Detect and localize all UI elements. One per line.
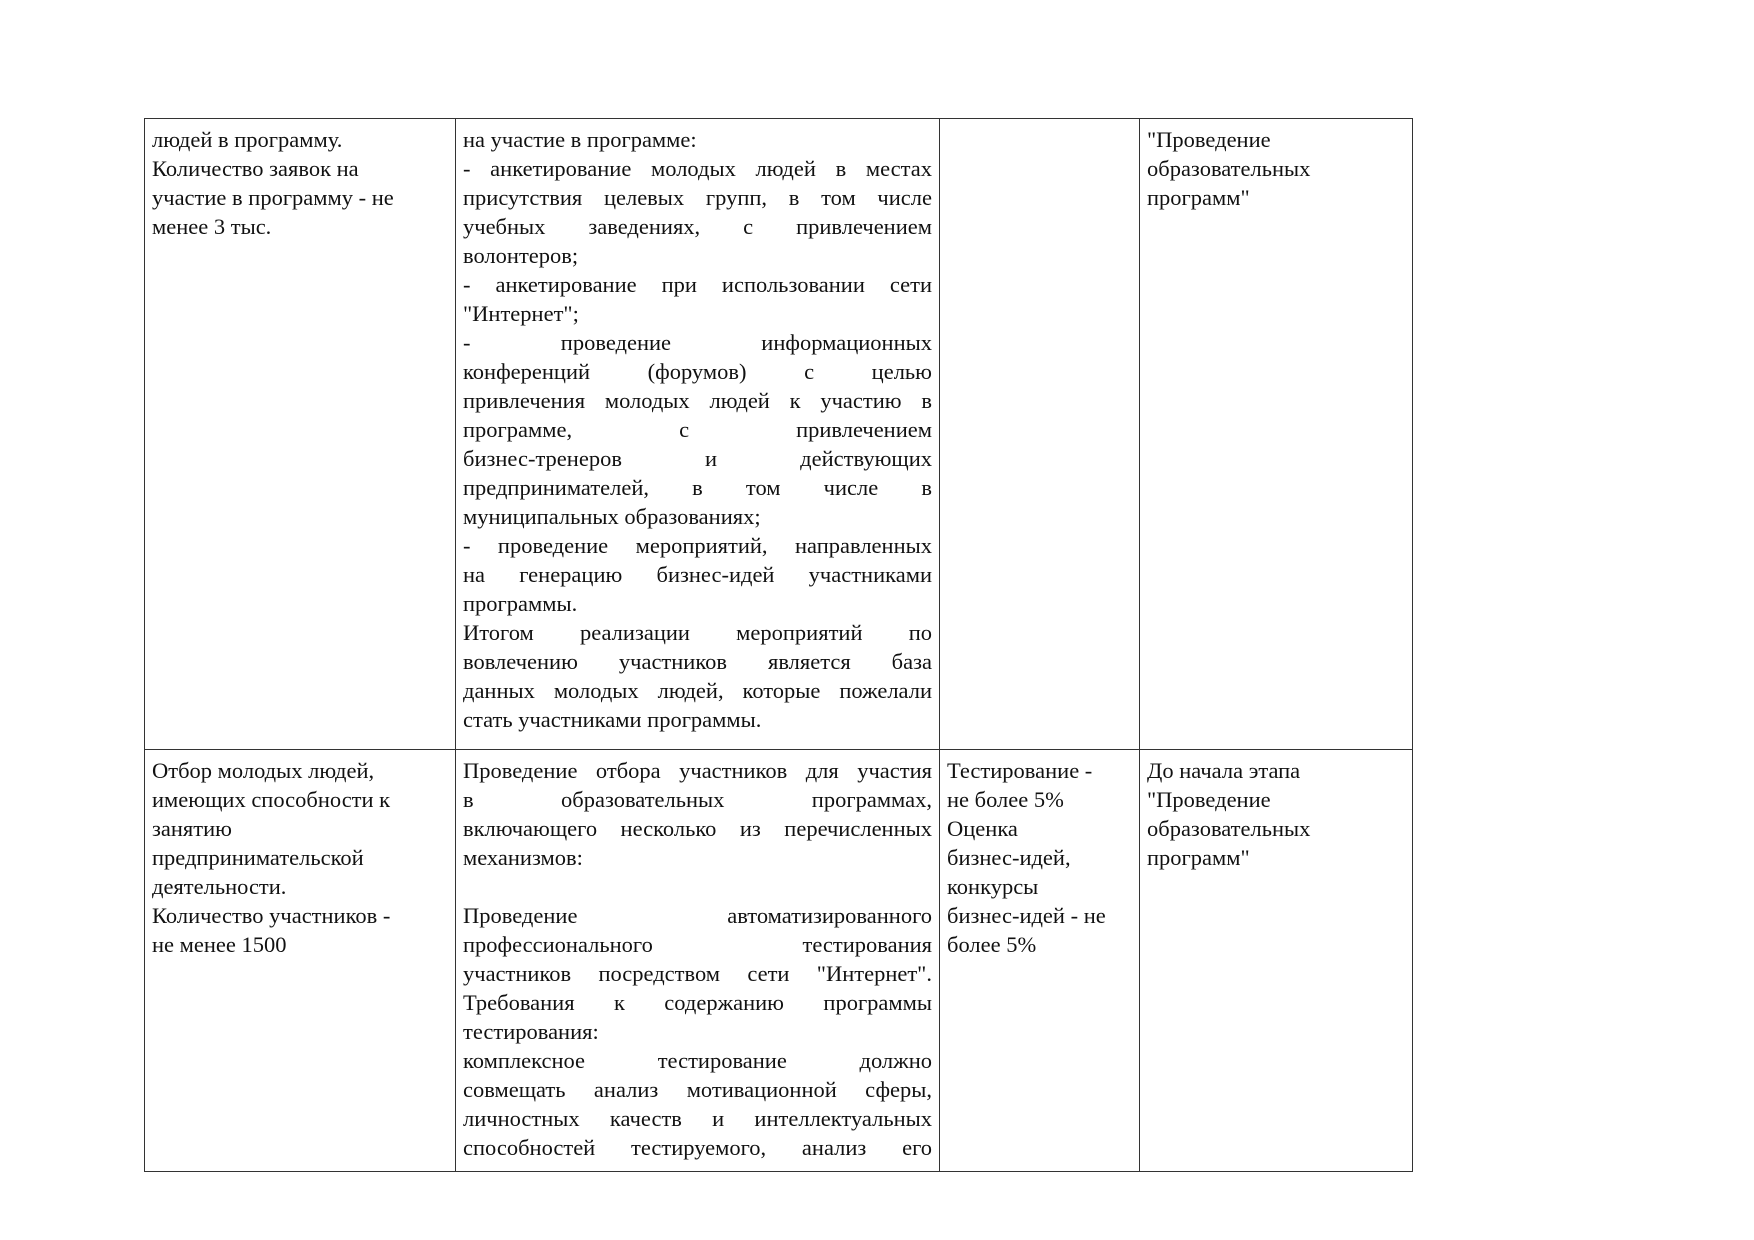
text-line: на участие в программе: (463, 127, 697, 152)
paragraph (463, 756, 932, 872)
text-line: волонтеров; (463, 243, 579, 268)
text-line: на генерацию бизнес-идей участниками (463, 562, 932, 587)
text-line: участников посредством сети "Интернет". (463, 961, 932, 986)
text-line: Количество участников - (152, 903, 391, 928)
paragraph (463, 531, 932, 618)
text-line: личностных качеств и интеллектуальных (463, 1106, 932, 1131)
paragraph (463, 154, 932, 270)
text-line: программ" (1147, 185, 1250, 210)
text-line: механизмов: (463, 845, 583, 870)
text-line: не более 5% (947, 787, 1064, 812)
text-line: Проведение автоматизированного (463, 903, 932, 928)
text-line: "Интернет"; (463, 301, 579, 326)
cell-description (456, 750, 940, 1172)
text-line: "Проведение (1147, 787, 1271, 812)
cell-description (456, 119, 940, 750)
text-line: Отбор молодых людей, (152, 758, 375, 783)
text-line: бизнес-идей - не (947, 903, 1106, 928)
paragraph (463, 270, 932, 328)
text-line: привлечения молодых людей к участию в (463, 388, 932, 413)
text-line: бизнес-идей, (947, 845, 1071, 870)
text-line: не менее 1500 (152, 932, 287, 957)
text-line: людей в программу. (152, 127, 343, 152)
text-line: программ" (1147, 845, 1250, 870)
cell-result (145, 750, 456, 1172)
text-line: способностей тестируемого, анализ его (463, 1135, 932, 1160)
text-line: в образовательных программах, (463, 787, 932, 812)
text-line: - анкетирование при использовании сети (463, 272, 932, 297)
text-line: программы. (463, 591, 578, 616)
text-line: - проведение информационных (463, 330, 932, 355)
text-line: предпринимателей, в том числе в (463, 475, 932, 500)
cell-result (145, 119, 456, 750)
text-line: менее 3 тыс. (152, 214, 272, 239)
text-line: бизнес-тренеров и действующих (463, 446, 932, 471)
text-line: предпринимательской (152, 845, 364, 870)
text-line: муниципальных образованиях; (463, 504, 761, 529)
paragraph (463, 328, 932, 531)
paragraph (463, 125, 932, 154)
paragraph (463, 618, 932, 734)
paragraph (463, 1046, 932, 1162)
text-line: - анкетирование молодых людей в местах (463, 156, 932, 181)
text-line: конкурсы (947, 874, 1039, 899)
text-line: стать участниками программы. (463, 707, 762, 732)
text-line: комплексное тестирование должно (463, 1048, 932, 1073)
text-line: Требования к содержанию программы (463, 990, 932, 1015)
text-line: Итогом реализации мероприятий по (463, 620, 932, 645)
cell-criteria (940, 119, 1140, 750)
text-line: - проведение мероприятий, направленных (463, 533, 932, 558)
text-line: вовлечению участников является база (463, 649, 932, 674)
text-line: Проведение отбора участников для участия (463, 758, 932, 783)
text-line: деятельности. (152, 874, 287, 899)
cell-deadline (1140, 750, 1413, 1172)
text-line: Количество заявок на (152, 156, 359, 181)
text-line: Тестирование - (947, 758, 1093, 783)
table-row (145, 750, 1413, 1172)
text-line: До начала этапа (1147, 758, 1301, 783)
text-line: образовательных (1147, 156, 1311, 181)
text-line: образовательных (1147, 816, 1311, 841)
text-line: Оценка (947, 816, 1018, 841)
blank-line (463, 872, 932, 901)
text-line: профессионального тестирования (463, 932, 932, 957)
cell-deadline (1140, 119, 1413, 750)
text-line: более 5% (947, 932, 1037, 957)
text-line: имеющих способности к (152, 787, 391, 812)
program-table (144, 118, 1413, 1172)
paragraph (463, 901, 932, 1046)
text-line: включающего несколько из перечисленных (463, 816, 932, 841)
text-line: "Проведение (1147, 127, 1271, 152)
text-line: данных молодых людей, которые пожелали (463, 678, 932, 703)
text-line: совмещать анализ мотивационной сферы, (463, 1077, 932, 1102)
text-line: участие в программу - не (152, 185, 394, 210)
text-line: программе, с привлечением (463, 417, 932, 442)
text-line: конференций (форумов) с целью (463, 359, 932, 384)
table-row (145, 119, 1413, 750)
cell-criteria (940, 750, 1140, 1172)
text-line: присутствия целевых групп, в том числе (463, 185, 932, 210)
text-line: занятию (152, 816, 232, 841)
text-line: тестирования: (463, 1019, 599, 1044)
text-line: учебных заведениях, с привлечением (463, 214, 932, 239)
